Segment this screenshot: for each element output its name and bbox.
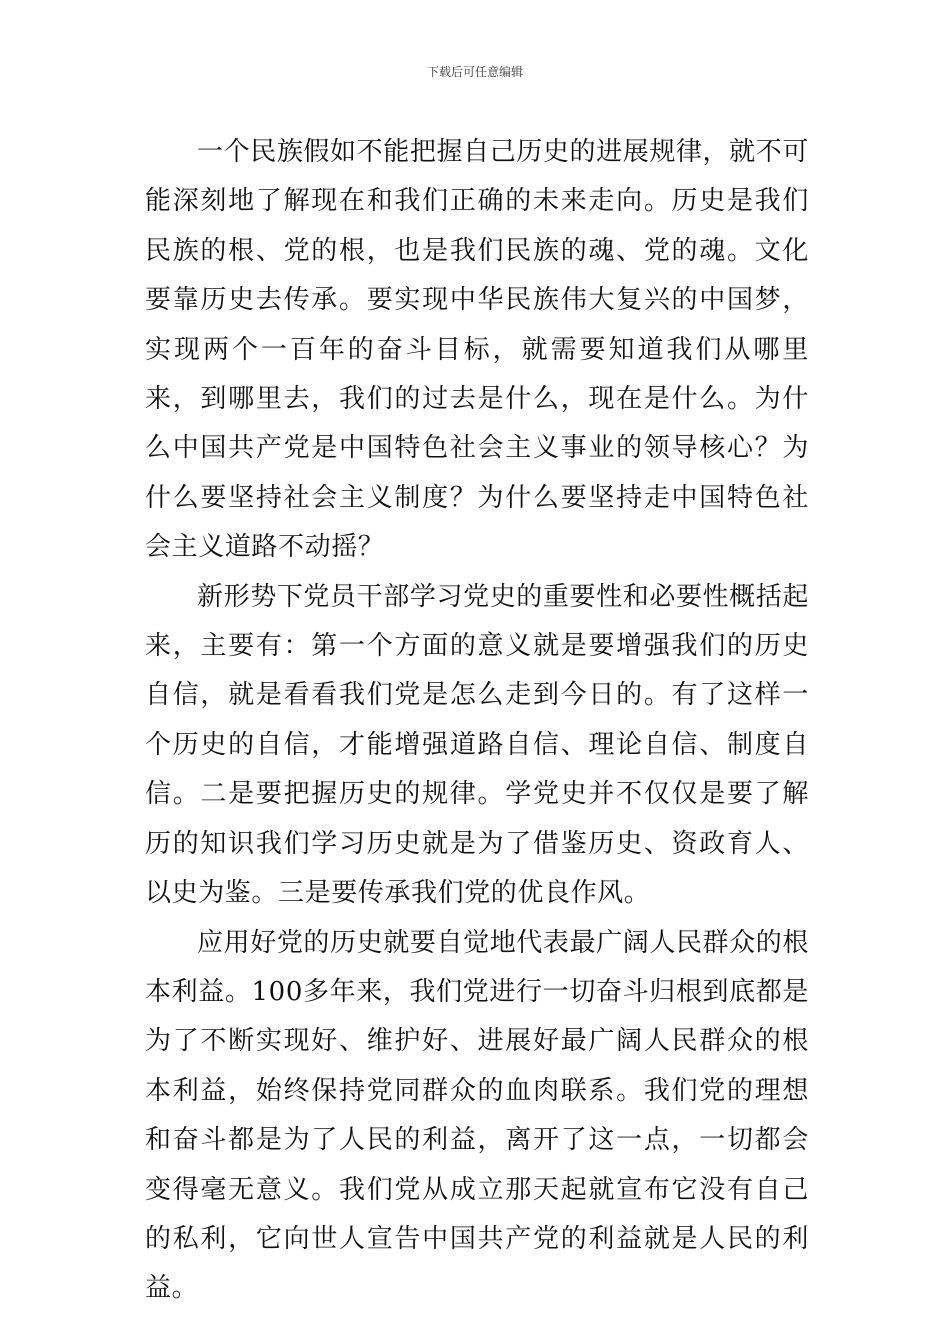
paragraph-study-significance: 新形势下党员干部学习党史的重要性和必要性概括起来，主要有：第一个方面的意义就是要增强我们的历史自信，就是看看我们党是怎么走到今日的。有了这样一个历史的自信，才能增强道路自信、理论自信、制度自信。二是要把握历史的规律。学党史并不仅仅是要了解历的知识我们学习历史就是为了借鉴历史、资政育人、以史为鉴。三是要传承我们党的优良作风。 <box>145 581 809 909</box>
paragraph-people-interests: 应用好党的历史就要自觉地代表最广阔人民群众的根本利益。100多年来，我们党进行一切奋斗归根到底都是为了不断实现好、维护好、进展好最广阔人民群众的根本利益，始终保持党同群众的血肉联系。我们党的理想和奋斗都是为了人民的利益，离开了这一点，一切都会变得毫无意义。我们党从成立那天起就宣布它没有自己的私利，它向世人宣告中国共产党的利益就是人民的利益。 <box>145 927 809 1304</box>
page-header-note: 下载后可任意编辑 <box>426 65 523 79</box>
document-body <box>145 128 809 1314</box>
paragraph-history-importance: 一个民族假如不能把握自己历史的进展规律，就不可能深刻地了解现在和我们正确的未来走向。历史是我们民族的根、党的根，也是我们民族的魂、党的魂。文化要靠历史去传承。要实现中华民族伟大复兴的中国梦，实现两个一百年的奋斗目标，就需要知道我们从哪里来，到哪里去，我们的过去是什么，现在是什么。为什么中国共产党是中国特色社会主义事业的领导核心？为什么要坚持社会主义制度？为什么要坚持走中国特色社会主义道路不动摇？ <box>145 137 809 563</box>
